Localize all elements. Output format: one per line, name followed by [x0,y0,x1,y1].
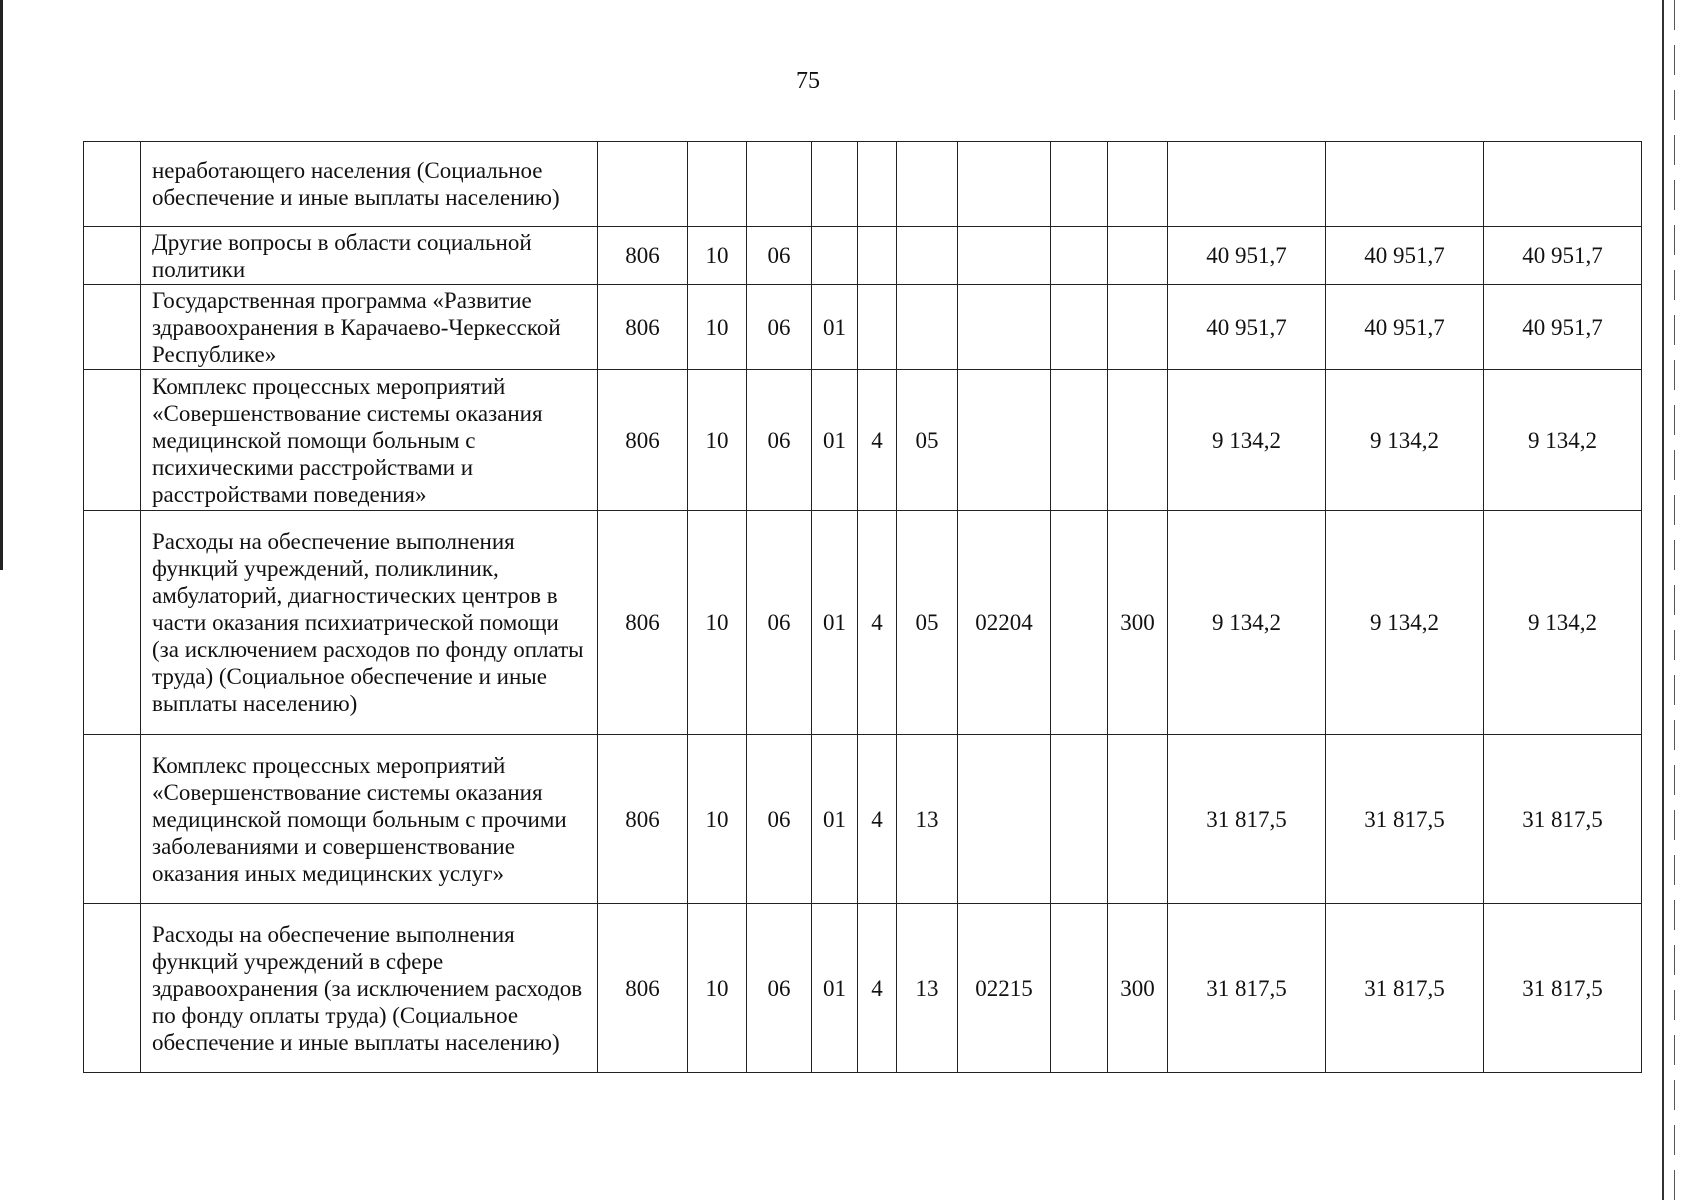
extra-code-cell [1051,142,1108,227]
section-code-cell: 10 [688,370,747,511]
program-code-cell: 01 [812,735,858,904]
expense-type-cell [1108,227,1168,285]
program-type-cell [858,285,897,370]
extra-code-cell [1051,370,1108,511]
expense-type-cell [1108,142,1168,227]
program-code-cell: 01 [812,370,858,511]
amount-year2-cell: 40 951,7 [1326,285,1484,370]
table-row [84,285,1642,370]
item-name-cell: Расходы на обеспечение выполнения функций учреждений, поликлиник, амбулаторий, диагностических центров в части оказания психиатрической помощи (за исключением расходов по фонду оплаты труда) (Социальное обеспечение и иные выплаты населению) [141,511,598,735]
subprogram-code-cell [897,285,958,370]
item-name-cell: Государственная программа «Развитие здравоохранения в Карачаево-Черкесской Республике» [141,285,598,370]
ministry-code-cell: 806 [598,904,688,1073]
subprogram-code-cell: 05 [897,511,958,735]
direction-code-cell: 02215 [958,904,1051,1073]
amount-year3-cell: 40 951,7 [1484,227,1642,285]
direction-code-cell: 02204 [958,511,1051,735]
subsection-code-cell: 06 [747,370,812,511]
program-code-cell: 01 [812,511,858,735]
amount-year2-cell: 31 817,5 [1326,904,1484,1073]
amount-year3-cell [1484,142,1642,227]
subprogram-code-cell: 05 [897,370,958,511]
amount-year2-cell: 9 134,2 [1326,370,1484,511]
table-row [84,142,1642,227]
row-number-cell [84,142,141,227]
amount-year1-cell: 40 951,7 [1168,227,1326,285]
row-number-cell [84,511,141,735]
section-code-cell: 10 [688,511,747,735]
ministry-code-cell [598,142,688,227]
item-name-cell: Комплекс процессных мероприятий «Совершенствование системы оказания медицинской помощи больным с прочими заболеваниями и совершенствование оказания иных медицинских услуг» [141,735,598,904]
expense-type-cell [1108,285,1168,370]
scan-edge-right-dashed [1674,0,1675,1200]
extra-code-cell [1051,904,1108,1073]
program-code-cell: 01 [812,904,858,1073]
extra-code-cell [1051,735,1108,904]
direction-code-cell [958,735,1051,904]
subsection-code-cell: 06 [747,511,812,735]
extra-code-cell [1051,511,1108,735]
extra-code-cell [1051,285,1108,370]
program-code-cell: 01 [812,285,858,370]
scan-edge-right [1662,0,1664,1200]
ministry-code-cell: 806 [598,227,688,285]
amount-year1-cell [1168,142,1326,227]
subsection-code-cell: 06 [747,904,812,1073]
amount-year1-cell: 9 134,2 [1168,511,1326,735]
program-type-cell [858,142,897,227]
ministry-code-cell: 806 [598,735,688,904]
row-number-cell [84,227,141,285]
expense-type-cell [1108,735,1168,904]
page-number: 75 [796,68,820,94]
amount-year1-cell: 31 817,5 [1168,904,1326,1073]
ministry-code-cell: 806 [598,370,688,511]
table-row [84,227,1642,285]
amount-year2-cell [1326,142,1484,227]
amount-year1-cell: 31 817,5 [1168,735,1326,904]
direction-code-cell [958,227,1051,285]
direction-code-cell [958,285,1051,370]
table-row [84,511,1642,735]
expense-type-cell: 300 [1108,904,1168,1073]
subprogram-code-cell: 13 [897,735,958,904]
row-number-cell [84,735,141,904]
program-code-cell [812,227,858,285]
program-type-cell: 4 [858,511,897,735]
program-code-cell [812,142,858,227]
direction-code-cell [958,142,1051,227]
amount-year3-cell: 40 951,7 [1484,285,1642,370]
expense-type-cell: 300 [1108,511,1168,735]
extra-code-cell [1051,227,1108,285]
section-code-cell: 10 [688,735,747,904]
section-code-cell [688,142,747,227]
amount-year2-cell: 40 951,7 [1326,227,1484,285]
item-name-cell: Расходы на обеспечение выполнения функций учреждений в сфере здравоохранения (за исключением расходов по фонду оплаты труда) (Социальное обеспечение и иные выплаты населению) [141,904,598,1073]
row-number-cell [84,904,141,1073]
amount-year1-cell: 40 951,7 [1168,285,1326,370]
section-code-cell: 10 [688,227,747,285]
subsection-code-cell: 06 [747,227,812,285]
row-number-cell [84,285,141,370]
amount-year3-cell: 31 817,5 [1484,904,1642,1073]
amount-year3-cell: 9 134,2 [1484,511,1642,735]
program-type-cell [858,227,897,285]
amount-year3-cell: 31 817,5 [1484,735,1642,904]
subsection-code-cell [747,142,812,227]
program-type-cell: 4 [858,370,897,511]
table-row [84,735,1642,904]
amount-year2-cell: 31 817,5 [1326,735,1484,904]
subsection-code-cell: 06 [747,735,812,904]
ministry-code-cell: 806 [598,285,688,370]
ministry-code-cell: 806 [598,511,688,735]
subsection-code-cell: 06 [747,285,812,370]
item-name-cell: неработающего населения (Социальное обеспечение и иные выплаты населению) [141,142,598,227]
budget-table [83,141,1642,1073]
expense-type-cell [1108,370,1168,511]
amount-year1-cell: 9 134,2 [1168,370,1326,511]
amount-year2-cell: 9 134,2 [1326,511,1484,735]
program-type-cell: 4 [858,735,897,904]
amount-year3-cell: 9 134,2 [1484,370,1642,511]
subprogram-code-cell: 13 [897,904,958,1073]
table-row [84,370,1642,511]
table-row [84,904,1642,1073]
subprogram-code-cell [897,227,958,285]
row-number-cell [84,370,141,511]
subprogram-code-cell [897,142,958,227]
direction-code-cell [958,370,1051,511]
item-name-cell: Другие вопросы в области социальной политики [141,227,598,285]
item-name-cell: Комплекс процессных мероприятий «Совершенствование системы оказания медицинской помощи больным с психическими расстройствами и расстройствами поведения» [141,370,598,511]
program-type-cell: 4 [858,904,897,1073]
section-code-cell: 10 [688,904,747,1073]
section-code-cell: 10 [688,285,747,370]
